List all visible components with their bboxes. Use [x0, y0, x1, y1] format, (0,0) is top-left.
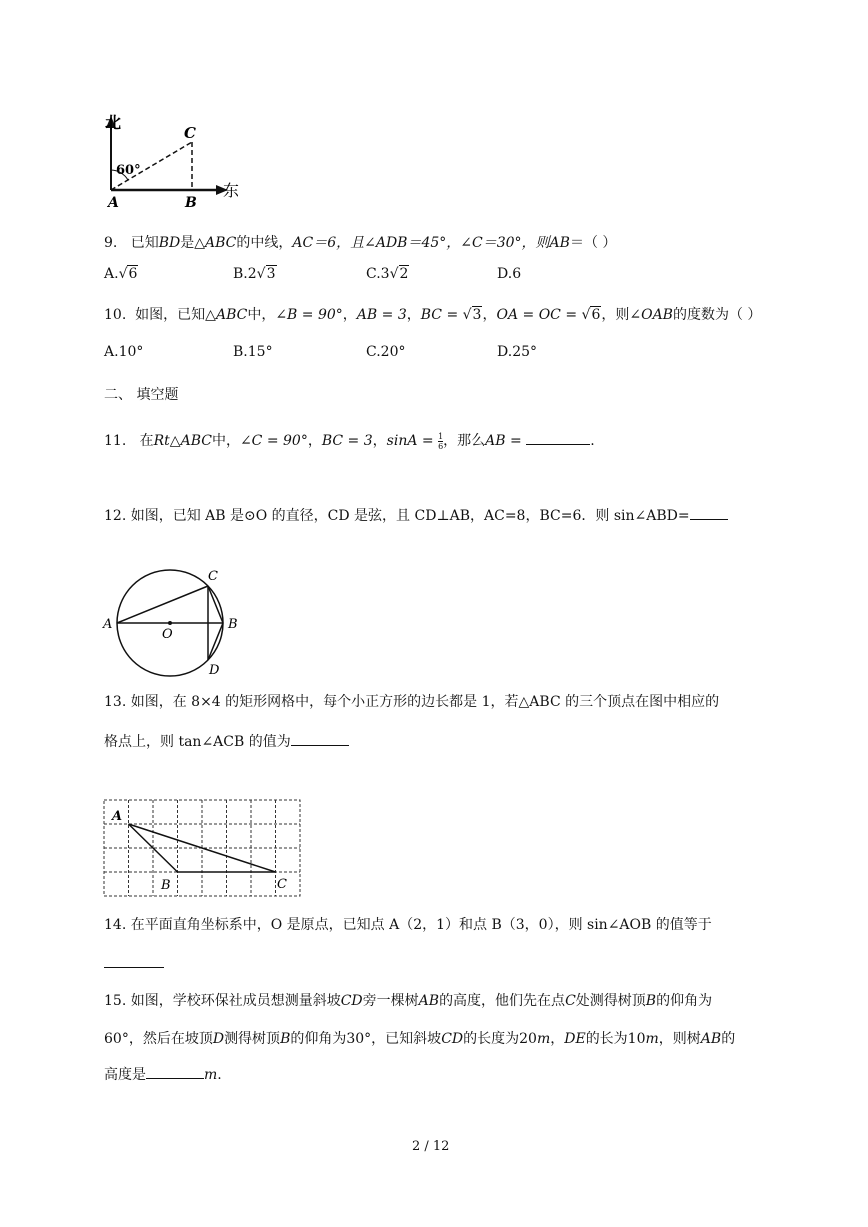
question-13-line-2: 格点上，则 tan∠ACB 的值为: [104, 731, 349, 751]
question-13-line-1: 13. 如图，在 8×4 的矩形网格中，每个小正方形的边长都是 1，若△ABC 的三个顶点在图中相应的: [104, 694, 720, 710]
compass-figure: [100, 108, 245, 210]
q13-answer-blank[interactable]: [291, 744, 349, 746]
question-11: 11. 在Rt△ABC中，∠C = 90°，BC = 3，sinA = $\frac{1}{6}$ ，那么AB = .: [104, 431, 595, 451]
q15-answer-blank[interactable]: [146, 1077, 204, 1079]
question-15-line-2: 60°，然后在坡顶D测得树顶B的仰角为30°，已知斜坡CD的长度为20m，DE的长为10m，则树AB的: [104, 1031, 736, 1047]
circle-label-d: D: [209, 663, 220, 678]
circle-label-o: O: [162, 627, 173, 642]
q9-option-b[interactable]: B.2√3: [233, 266, 276, 282]
q12-answer-blank[interactable]: [690, 518, 728, 520]
question-10: 10. 如图，已知△ABC中，∠B = 90°，AB = 3，BC = √3，OA = OC = √6，则∠OAB的度数为（ ）: [104, 307, 762, 323]
circle-label-b: B: [228, 617, 238, 632]
q10-option-c[interactable]: C.20°: [366, 344, 406, 360]
q10-option-d[interactable]: D.25°: [497, 344, 538, 360]
q9-option-a[interactable]: A.√6: [104, 266, 138, 282]
point-label-c: C: [184, 124, 196, 142]
east-label: 东: [223, 181, 240, 200]
circle-label-a: A: [103, 617, 113, 632]
question-15-line-1: 15. 如图，学校环保社成员想测量斜坡CD旁一棵树AB的高度，他们先在点C处测得树顶B的仰角为: [104, 993, 713, 1009]
circle-figure: [100, 568, 250, 680]
circle-label-c: C: [208, 569, 218, 584]
point-label-a: A: [108, 195, 119, 210]
q10-option-a[interactable]: A.10°: [104, 344, 144, 360]
question-9: 9. 已知BD是△ABC的中线，AC＝6，且∠ADB＝45°，∠C＝30°，则AB＝（ ）: [104, 235, 617, 251]
north-label: 北: [105, 113, 122, 132]
angle-label: 60°: [116, 163, 141, 178]
section-2-title: 二、 填空题: [104, 387, 179, 403]
question-14: 14. 在平面直角坐标系中，O 是原点，已知点 A（2，1）和点 B（3，0），则 sin∠AOB 的值等于: [104, 917, 712, 933]
point-label-b: B: [185, 195, 197, 210]
grid-figure: [100, 796, 306, 900]
q9-option-d[interactable]: D.6: [497, 266, 522, 282]
q9-option-c[interactable]: C.3√2: [366, 266, 409, 282]
question-15-line-3: 高度是 m.: [104, 1067, 222, 1083]
grid-label-b: B: [161, 878, 171, 893]
q14-answer-blank[interactable]: [104, 966, 164, 968]
grid-label-c: C: [277, 877, 287, 892]
q11-answer-blank[interactable]: [526, 443, 590, 445]
q10-option-b[interactable]: B.15°: [233, 344, 273, 360]
grid-label-a: A: [112, 809, 123, 824]
question-12: 12. 如图，已知 AB 是⊙O 的直径，CD 是弦，且 CD⊥AB，AC=8，BC=6．则 sin∠ABD=: [104, 505, 728, 525]
page-number: 2 / 12: [412, 1139, 450, 1154]
